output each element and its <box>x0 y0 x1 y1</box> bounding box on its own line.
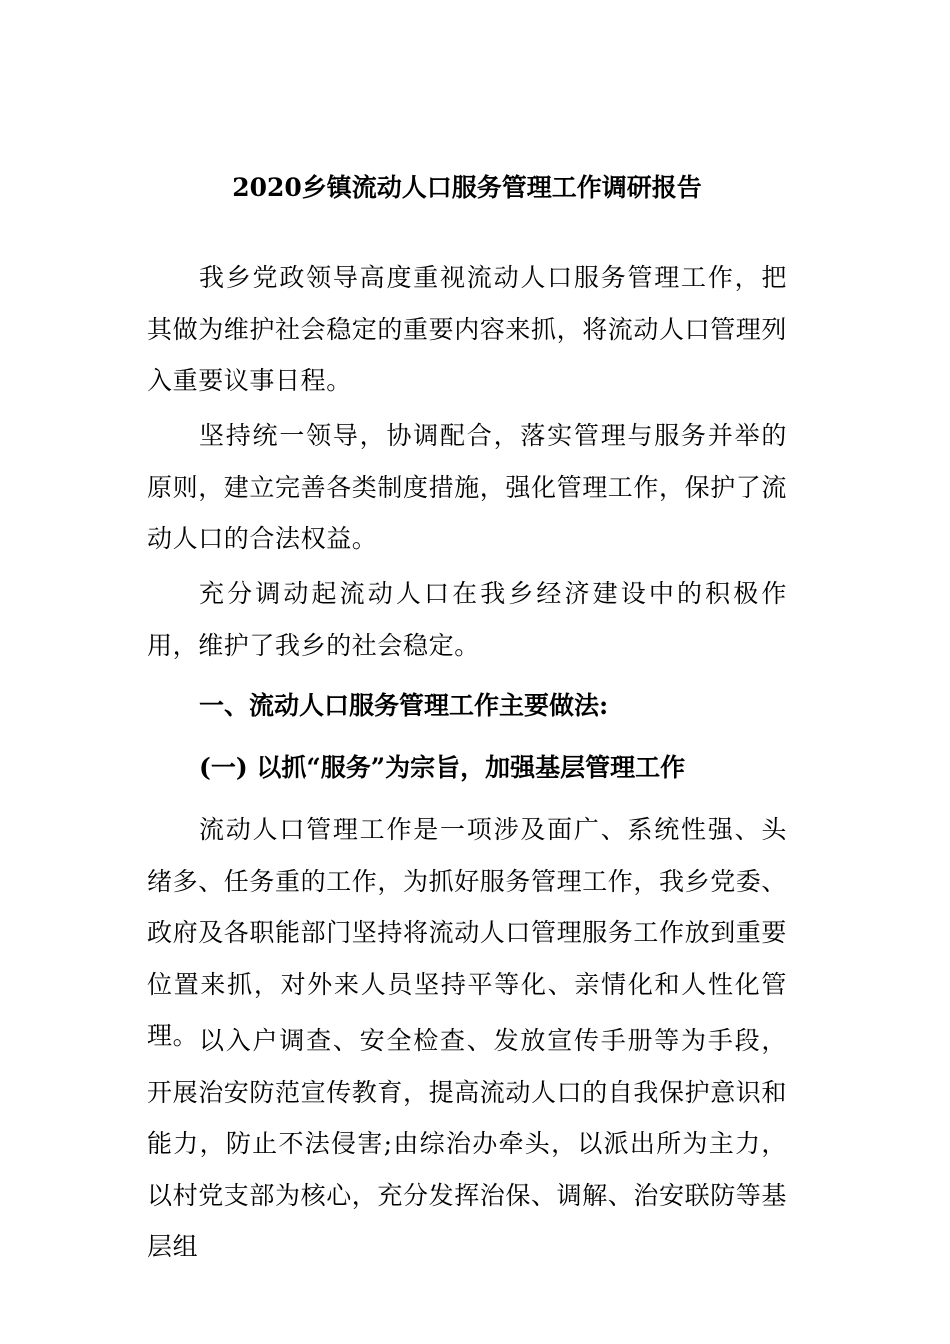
document-title: 2020乡镇流动人口服务管理工作调研报告 <box>232 173 702 202</box>
paragraph-4: 流动人口管理工作是一项涉及面广、系统性强、头绪多、任务重的工作，为抓好服务管理工作，我乡党委、政府及各职能部门坚持将流动人口管理服务工作放到重要位置来抓，对外来人员坚持平等化、亲情化和人性化管理。 <box>147 815 788 1050</box>
subsection-heading: (一) 以抓“服务”为宗旨，加强基层管理工作 <box>199 753 686 782</box>
paragraph-1: 我乡党政领导高度重视流动人口服务管理工作，把其做为维护社会稳定的重要内容来抓，将流动人口管理列入重要议事日程。 <box>147 263 788 395</box>
paragraph-5: 以入户调查、安全检查、发放宣传手册等为手段，开展治安防范宣传教育，提高流动人口的自我保护意识和能力，防止不法侵害;由综治办牵头，以派出所为主力，以村党支部为核心，充分发挥治保、调解、治安联防等基层组 <box>147 1026 788 1261</box>
paragraph-2: 坚持统一领导，协调配合，落实管理与服务并举的原则，建立完善各类制度措施，强化管理工作，保护了流动人口的合法权益。 <box>147 421 788 553</box>
section-heading: 一、流动人口服务管理工作主要做法: <box>199 691 609 720</box>
paragraph-3: 充分调动起流动人口在我乡经济建设中的积极作用，维护了我乡的社会稳定。 <box>147 579 787 660</box>
